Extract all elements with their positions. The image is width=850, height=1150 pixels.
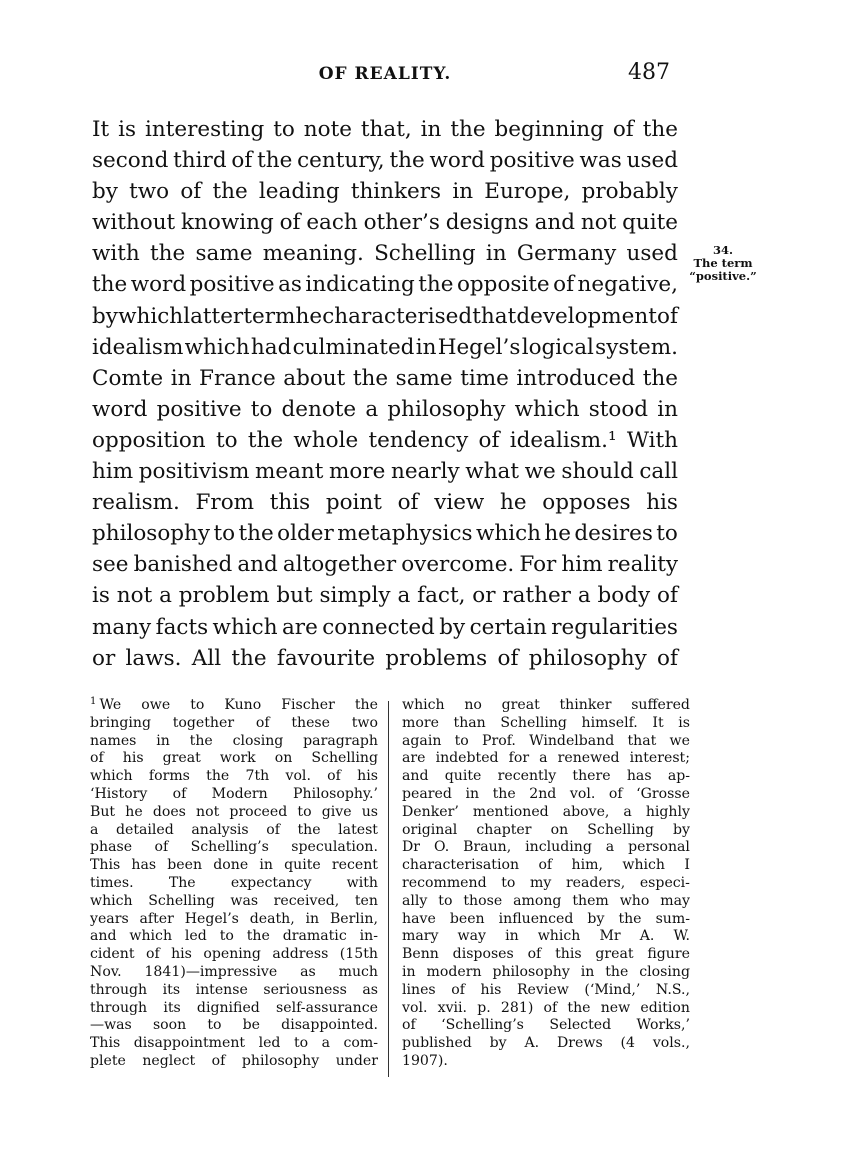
footnote-column-left — [90, 697, 378, 1071]
text-line: realism. From this point of view he opposes his — [92, 490, 678, 516]
page-number: 487 — [628, 60, 670, 85]
footnote-line: which forms the 7th vol. of his — [90, 768, 378, 785]
footnote-line: lines of his Review (‘Mind,’ N.S., — [402, 981, 690, 998]
footnote-line: and quite recently there has ap- — [402, 768, 690, 785]
footnote-line: 1907). — [402, 1052, 448, 1069]
footnote-line: years after Hegel’s death, in Berlin, — [90, 910, 378, 927]
main-text-block — [92, 114, 678, 674]
footnote-line: published by A. Drews (4 vols., — [402, 1035, 690, 1052]
footnote-line: mary way in which Mr A. W. — [402, 928, 690, 945]
marginal-note — [680, 244, 766, 283]
footnote-line: characterisation of him, which I — [402, 857, 690, 874]
text-line: It is interesting to note that, in the beginning of the — [92, 117, 678, 142]
footnote-line: But he does not proceed to give us — [90, 803, 378, 820]
footnote-line: plete neglect of philosophy under — [90, 1052, 378, 1069]
text-line: word positive to denote a philosophy which stood in — [92, 396, 678, 422]
footnote-line: and which led to the dramatic in- — [90, 928, 378, 945]
footnote-line: This disappointment led to a com- — [90, 1035, 378, 1052]
footnote-line: This has been done in quite recent — [90, 857, 378, 874]
footnote-line: which no great thinker suffered — [402, 697, 690, 713]
footnote-line: of his great work on Schelling — [90, 750, 378, 767]
text-line: idealism which had culminated in Hegel’s logical system. — [92, 334, 678, 360]
footnote-line: vol. xvii. p. 281) of the new edition — [402, 999, 690, 1016]
footnote-line: Benn disposes of this great figure — [402, 946, 690, 963]
running-title: OF REALITY. — [318, 64, 452, 84]
text-line: see banished and altogether overcome. For him reality — [92, 552, 678, 578]
text-line: second third of the century, the word positive was used — [92, 148, 678, 174]
footnote-line: Dr O. Braun, including a personal — [402, 839, 690, 856]
footnote-area — [90, 697, 690, 1077]
footnote-line: ally to those among them who may — [402, 892, 690, 909]
footnote-line: ‘History of Modern Philosophy.’ — [90, 785, 378, 802]
text-line: by which latter term he characterised that development of — [92, 303, 678, 329]
footnote-line: a detailed analysis of the latest — [90, 821, 378, 838]
text-line: by two of the leading thinkers in Europe, probably — [92, 179, 678, 205]
footnote-line: —was soon to be disappointed. — [90, 1017, 378, 1034]
text-line: Comte in France about the same time introduced the — [92, 365, 678, 391]
footnote-line: original chapter on Schelling by — [402, 821, 690, 838]
footnote-column-right — [402, 697, 690, 1071]
text-line: with the same meaning. Schelling in Germany used — [92, 241, 678, 267]
footnote-line: times. The expectancy with — [90, 874, 378, 891]
footnote-marker: 1 — [90, 696, 100, 707]
footnote-column-divider — [388, 701, 389, 1077]
footnote-line: peared in the 2nd vol. of ‘Grosse — [402, 785, 690, 802]
footnote-line: cident of his opening address (15th — [90, 946, 378, 963]
footnote-line: more than Schelling himself. It is — [402, 714, 690, 731]
footnote-line: through its dignified self-assurance — [90, 999, 378, 1016]
text-line: opposition to the whole tendency of idealism.¹ With — [92, 427, 678, 453]
footnote-line: recommend to my readers, especi- — [402, 874, 690, 891]
footnote-line: names in the closing paragraph — [90, 732, 378, 749]
text-line: philosophy to the older metaphysics which he desires to — [92, 521, 678, 547]
marginal-note-number: 34. — [712, 243, 733, 257]
footnote-line: $^1$ We owe to Kuno Fischer the — [90, 696, 378, 713]
marginal-note-line: The term — [693, 256, 753, 270]
marginal-note-line: “positive.” — [689, 269, 757, 283]
text-line: him positivism meant more nearly what we should call — [92, 459, 678, 485]
footnote-line: which Schelling was received, ten — [90, 892, 378, 909]
text-line: many facts which are connected by certain regularities — [92, 614, 678, 640]
footnote-line: of ‘Schelling’s Selected Works,’ — [402, 1017, 690, 1034]
footnote-line: phase of Schelling’s speculation. — [90, 839, 378, 856]
text-line: is not a problem but simply a fact, or rather a body of — [92, 583, 678, 609]
text-line: or laws. All the favourite problems of philosophy of — [92, 645, 678, 671]
text-line: without knowing of each other’s designs and not quite — [92, 210, 678, 236]
footnote-line: are indebted for a renewed interest; — [402, 750, 690, 767]
footnote-line: again to Prof. Windelband that we — [402, 732, 690, 749]
footnote-line: in modern philosophy in the closing — [402, 963, 690, 980]
footnote-line: bringing together of these two — [90, 714, 378, 731]
footnote-line: Denker’ mentioned above, a highly — [402, 803, 690, 820]
footnote-line: have been influenced by the sum- — [402, 910, 690, 927]
footnote-line: Nov. 1841)—impressive as much — [90, 963, 378, 980]
text-line: the word positive as indicating the opposite of negative, — [92, 272, 678, 298]
page-header — [92, 62, 678, 92]
footnote-line: through its intense seriousness as — [90, 981, 378, 998]
